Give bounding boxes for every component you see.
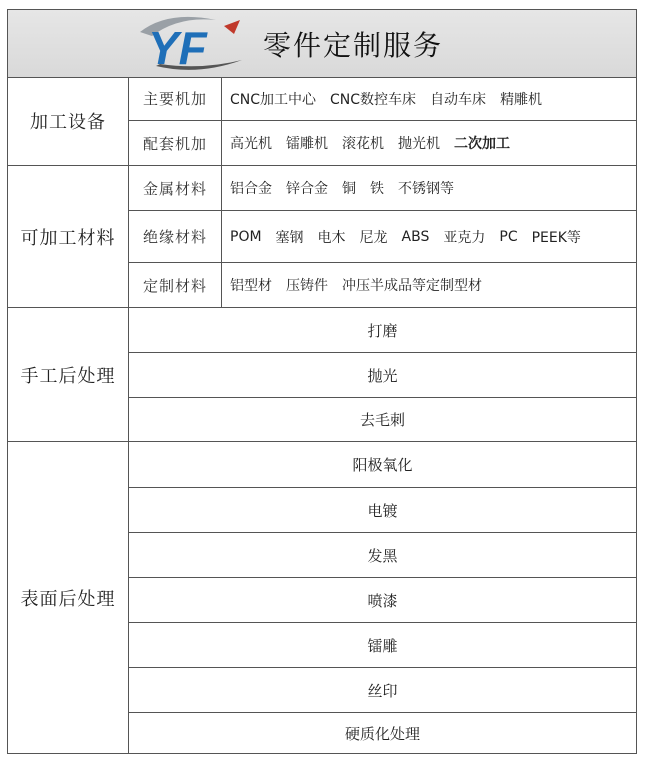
item: 铝型材	[230, 278, 272, 294]
process-item: 丝印	[367, 681, 398, 700]
item: PEEK等	[531, 229, 581, 246]
item: POM	[230, 228, 262, 245]
item: 高光机	[230, 136, 272, 152]
row-label-metal: 金属材料	[142, 179, 207, 198]
yf-logo	[138, 14, 248, 72]
process-item: 阳极氧化	[352, 456, 413, 474]
item: 压铸件	[286, 278, 328, 294]
row-items-support-machining	[230, 121, 630, 165]
row-label-insulation: 绝缘材料	[142, 228, 207, 246]
item: PC	[499, 228, 518, 245]
item: 抛光机	[398, 136, 440, 152]
item: 锌合金	[286, 181, 328, 197]
item: 不锈钢等	[398, 181, 454, 197]
item: 镭雕机	[286, 136, 328, 152]
process-item: 抛光	[367, 366, 398, 385]
process-item: 电镀	[367, 501, 398, 520]
item: 滚花机	[342, 136, 384, 152]
item: 铜	[342, 181, 356, 197]
process-item: 镭雕	[367, 636, 398, 655]
item: 铝合金	[230, 181, 272, 197]
svg-text:YF: YF	[148, 22, 207, 72]
process-item: 喷漆	[367, 591, 398, 610]
category-surface: 表面后处理	[20, 588, 116, 610]
row-label-custom: 定制材料	[142, 276, 207, 295]
item: CNC加工中心	[230, 91, 317, 108]
item: 电木	[317, 229, 346, 246]
process-item: 硬质化处理	[344, 724, 420, 743]
item: ABS	[401, 228, 430, 245]
item: 亚克力	[443, 229, 486, 246]
item: 自动车床	[430, 91, 487, 108]
page-title: 零件定制服务	[263, 29, 444, 62]
item: 塞钢	[275, 229, 304, 246]
row-items-custom	[230, 263, 630, 307]
row-label-main-machining: 主要机加	[142, 90, 207, 108]
item: 铁	[370, 181, 384, 197]
row-items-main-machining	[230, 77, 630, 120]
item: 精雕机	[500, 91, 543, 108]
header-band	[8, 10, 636, 78]
item: 尼龙	[359, 229, 388, 246]
item: 二次加工	[454, 136, 510, 152]
process-item: 发黑	[367, 546, 398, 565]
divider	[221, 77, 222, 307]
process-item: 打磨	[367, 321, 398, 340]
item: 冲压半成品等定制型材	[342, 278, 482, 294]
row-items-insulation	[230, 211, 630, 262]
row-items-metal	[230, 166, 630, 210]
category-equipment: 加工设备	[30, 112, 106, 133]
row-label-support-machining: 配套机加	[142, 134, 207, 153]
category-manual: 手工后处理	[20, 365, 116, 387]
item: CNC数控车床	[330, 91, 417, 108]
process-item: 去毛刺	[359, 411, 405, 429]
service-table	[7, 9, 637, 754]
category-materials: 可加工材料	[20, 227, 116, 249]
